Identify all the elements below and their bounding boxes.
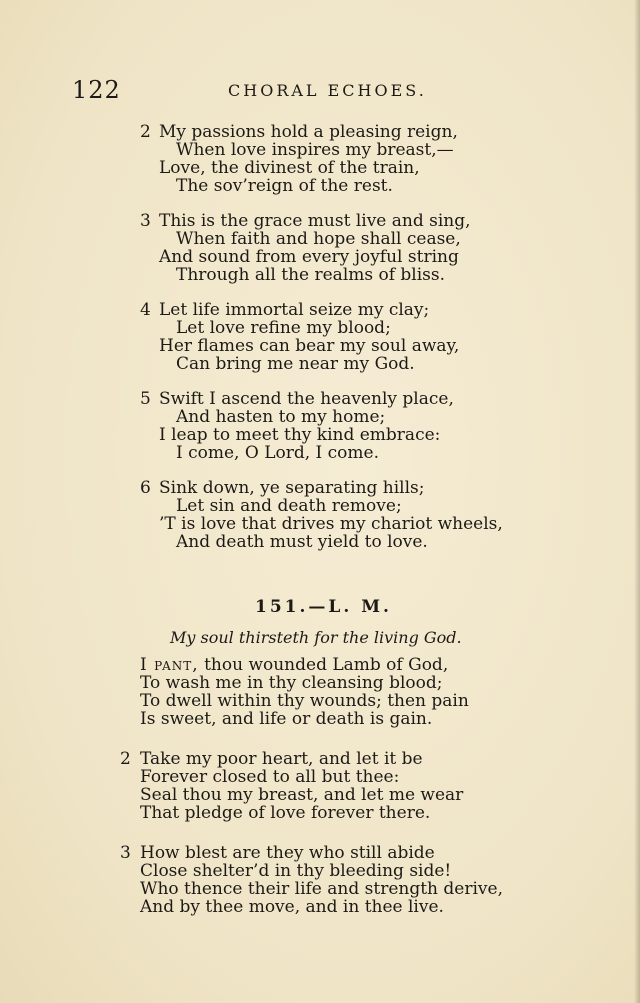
page-header	[0, 76, 640, 106]
verse-line: How blest are they who still abide	[140, 843, 435, 863]
verse-line: Is sweet, and life or death is gain.	[140, 709, 433, 729]
verse-line: Forever closed to all but thee:	[140, 767, 400, 787]
stanza-number: 3	[120, 843, 131, 863]
verse-line: Seal thou my breast, and let me wear	[140, 785, 464, 805]
page-number: 122	[72, 76, 121, 104]
verse-line: The sov’reign of the rest.	[176, 176, 393, 196]
stanza-number: 2	[120, 749, 131, 769]
stanza-number: 3	[140, 211, 151, 231]
verse-line: To wash me in thy cleansing blood;	[140, 673, 443, 693]
verse-line: That pledge of love forever there.	[140, 803, 431, 823]
page-edge-shadow	[634, 0, 640, 1003]
verse-line: Can bring me near my God.	[176, 354, 415, 374]
verse-line: I leap to meet thy kind embrace:	[159, 425, 441, 445]
verse-line: Sink down, ye separating hills;	[159, 478, 425, 498]
verse-line: And hasten to my home;	[176, 407, 386, 427]
first-line-rest: thou wounded Lamb of God,	[198, 655, 449, 675]
stanza-number: 6	[140, 478, 151, 498]
verse-line: Let love refine my blood;	[176, 318, 391, 338]
hymn-title: 151.—L. M.	[255, 597, 392, 617]
verse-line: I come, O Lord, I come.	[176, 443, 380, 463]
first-word: I pant,	[140, 655, 199, 675]
verse-line: Let life immortal seize my clay;	[159, 300, 430, 320]
verse-line: Take my poor heart, and let it be	[140, 749, 423, 769]
stanza-number: 4	[140, 300, 151, 320]
verse-line: Her flames can bear my soul away,	[159, 336, 460, 356]
verse-line: Swift I ascend the heavenly place,	[159, 389, 454, 409]
stanza-number: 5	[140, 389, 151, 409]
verse-line: This is the grace must live and sing,	[159, 211, 471, 231]
verse-line: Let sin and death remove;	[176, 496, 402, 516]
verse-line: Love, the divinest of the train,	[159, 158, 420, 178]
verse-line: And sound from every joyful string	[159, 247, 459, 267]
hymn-subtitle: My soul thirsteth for the living God.	[170, 628, 462, 647]
verse-line: Through all the realms of bliss.	[176, 265, 446, 285]
verse-line: Close shelter’d in thy bleeding side!	[140, 861, 452, 881]
verse-line: And by thee move, and in thee live.	[140, 897, 444, 917]
stanza-number: 2	[140, 122, 151, 142]
verse-line: ’T is love that drives my chariot wheels,	[159, 514, 503, 534]
running-head: CHORAL ECHOES.	[228, 81, 427, 100]
verse-line: When faith and hope shall cease,	[176, 229, 461, 249]
verse-line: My passions hold a pleasing reign,	[159, 122, 458, 142]
verse-line: When love inspires my breast,—	[176, 140, 454, 160]
verse-line: To dwell within thy wounds; then pain	[140, 691, 469, 711]
verse-line: And death must yield to love.	[176, 532, 428, 552]
verse-line: Who thence their life and strength derive,	[140, 879, 503, 899]
